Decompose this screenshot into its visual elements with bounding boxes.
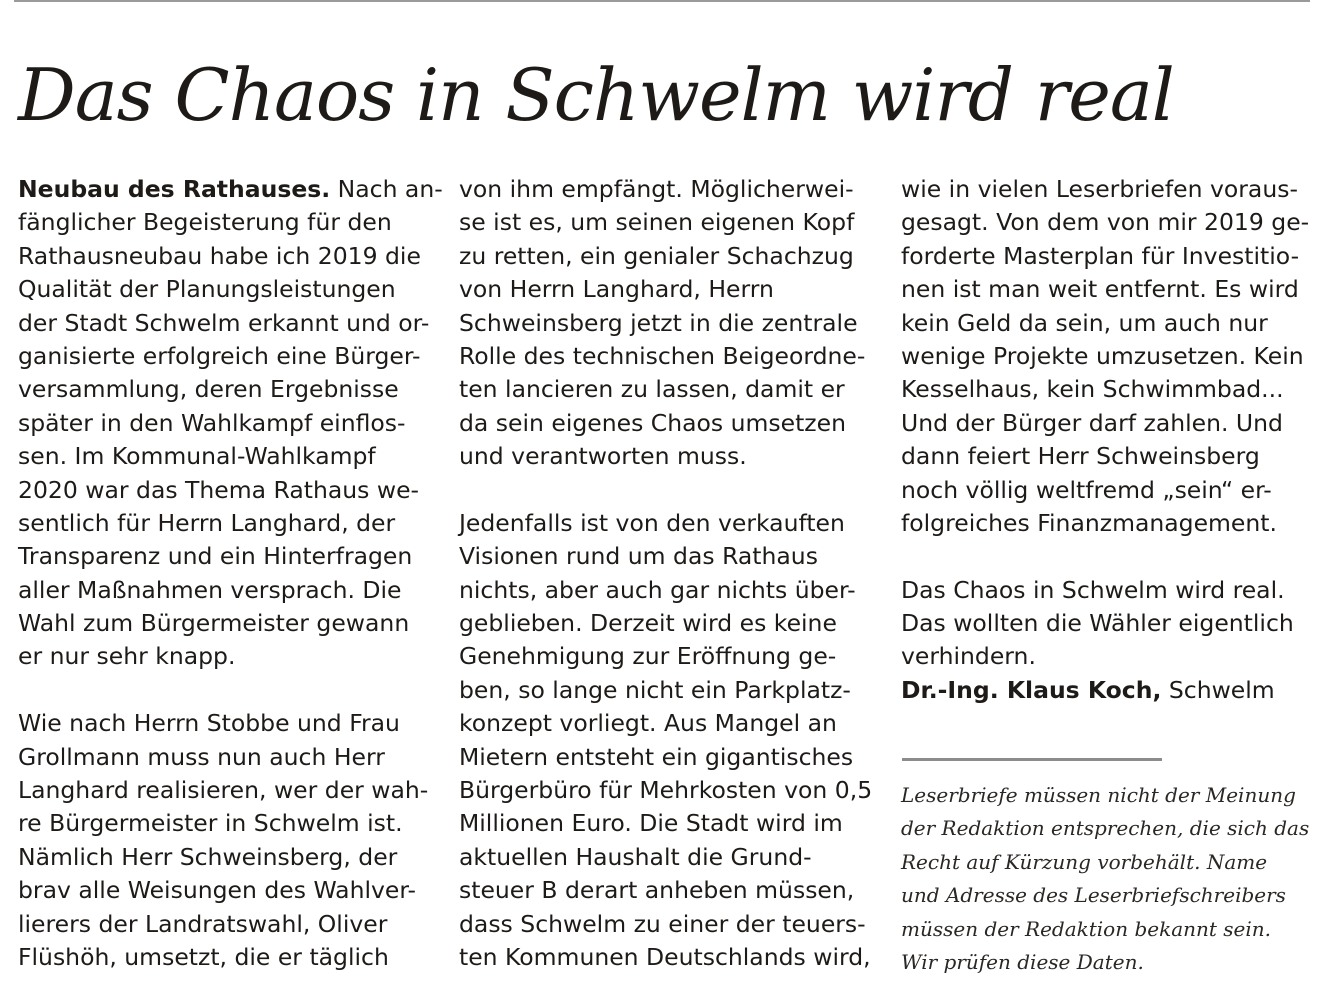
text-line: steuer B derart anheben müssen,	[459, 876, 855, 905]
text-line: sentlich für Herrn Langhard, der	[18, 508, 396, 537]
paragraph-gap	[901, 540, 1311, 573]
text-line: er nur sehr knapp.	[18, 642, 236, 671]
text-line: Transparenz und ein Hinterfragen	[18, 542, 413, 571]
text-line: Das wollten die Wähler eigentlich	[901, 609, 1294, 638]
text-line: später in den Wahlkampf einflos-	[18, 408, 406, 437]
author-signature	[901, 674, 1311, 707]
text-line: ten Kommunen Deutschlands wird,	[459, 942, 871, 971]
text-line: Qualität der Planungsleistungen	[18, 275, 396, 304]
text-line: konzept vorliegt. Aus Mangel an	[459, 709, 837, 738]
text-line: Das Chaos in Schwelm wird real.	[901, 575, 1285, 604]
text-line: Jedenfalls ist von den verkauften	[459, 508, 845, 537]
text-line: Mietern entsteht ein gigantisches	[459, 742, 854, 771]
text-line: aktuellen Haushalt die Grund-	[459, 842, 812, 871]
text-line: lierers der Landratswahl, Oliver	[18, 909, 388, 938]
article-column-3	[901, 173, 1311, 707]
text-line: Wie nach Herrn Stobbe und Frau	[18, 709, 400, 738]
text-line: wenige Projekte umzusetzen. Kein	[901, 341, 1304, 370]
disclaimer-line: der Redaktion entsprechen, die sich das	[901, 816, 1310, 841]
text-line: aller Maßnahmen versprach. Die	[18, 575, 402, 604]
text-line: Nämlich Herr Schweinsberg, der	[18, 842, 398, 871]
text-line: dann feiert Herr Schweinsberg	[901, 442, 1260, 471]
author-name: Dr.-Ing. Klaus Koch,	[901, 675, 1162, 704]
text-line: ganisierte erfolgreich eine Bürger-	[18, 341, 421, 370]
disclaimer-line: und Adresse des Leserbriefschreibers	[901, 883, 1286, 908]
text-line: geblieben. Derzeit wird es keine	[459, 609, 837, 638]
text-line: kein Geld da sein, um auch nur	[901, 308, 1268, 337]
text-line: Flüshöh, umsetzt, die er täglich	[18, 942, 389, 971]
text-line: Millionen Euro. Die Stadt wird im	[459, 809, 843, 838]
text-line: Und der Bürger darf zahlen. Und	[901, 408, 1283, 437]
text-line: gesagt. Von dem von mir 2019 ge-	[901, 208, 1310, 237]
text-line: dass Schwelm zu einer der teuers-	[459, 909, 866, 938]
paragraph-gap	[18, 674, 428, 707]
text-line: Visionen rund um das Rathaus	[459, 542, 818, 571]
text-line: Genehmigung zur Eröffnung ge-	[459, 642, 837, 671]
disclaimer-line: Wir prüfen diese Daten.	[901, 949, 1144, 974]
headline: Das Chaos in Schwelm wird real	[18, 53, 1174, 137]
text-line: noch völlig weltfremd „sein“ er-	[901, 475, 1272, 504]
text-line: folgreiches Finanzmanagement.	[901, 508, 1277, 537]
text-line: nichts, aber auch gar nichts über-	[459, 575, 856, 604]
text-line: Rathausneubau habe ich 2019 die	[18, 241, 421, 270]
top-rule	[14, 0, 1310, 2]
article-column-1	[18, 173, 443, 974]
text-line: von ihm empfängt. Möglicherwei-	[459, 175, 854, 203]
text-line: wie in vielen Leserbriefen voraus-	[901, 175, 1298, 203]
text-line: sen. Im Kommunal-Wahlkampf	[18, 442, 376, 471]
text-line: zu retten, ein genialer Schachzug	[459, 241, 854, 270]
text-line: der Stadt Schwelm erkannt und or-	[18, 308, 430, 337]
text-line: Langhard realisieren, wer der wah-	[18, 776, 429, 805]
text-line: brav alle Weisungen des Wahlver-	[18, 876, 417, 905]
text-line: Neubau des Rathauses. Nach an-	[18, 175, 443, 203]
text-line: fänglicher Begeisterung für den	[18, 208, 392, 237]
text-line: ben, so lange nicht ein Parkplatz-	[459, 675, 851, 704]
text-line: Grollmann muss nun auch Herr	[18, 742, 385, 771]
text-line: versammlung, deren Ergebnisse	[18, 375, 399, 404]
text-line: und verantworten muss.	[459, 442, 747, 471]
text-line: 2020 war das Thema Rathaus we-	[18, 475, 420, 504]
text-line: da sein eigenes Chaos umsetzen	[459, 408, 846, 437]
text-line: ten lancieren zu lassen, damit er	[459, 375, 845, 404]
disclaimer-line: müssen der Redaktion bekannt sein.	[901, 916, 1272, 941]
lead-in: Neubau des Rathauses.	[18, 175, 331, 203]
article-column-2	[459, 173, 879, 974]
text-line: forderte Masterplan für Investitio-	[901, 241, 1300, 270]
text-line: von Herrn Langhard, Herrn	[459, 275, 774, 304]
text-line: Wahl zum Bürgermeister gewann	[18, 609, 410, 638]
author-city: Schwelm	[1161, 675, 1275, 704]
disclaimer-line: Leserbriefe müssen nicht der Meinung	[901, 783, 1296, 807]
disclaimer-line: Recht auf Kürzung vorbehält. Name	[901, 849, 1268, 874]
disclaimer-divider	[902, 758, 1162, 761]
text-line: Rolle des technischen Beigeordne-	[459, 341, 866, 370]
text-line: Bürgerbüro für Mehrkosten von 0,5	[459, 776, 873, 805]
disclaimer-note	[901, 779, 1311, 979]
text-line: Schweinsberg jetzt in die zentrale	[459, 308, 858, 337]
text-line: nen ist man weit entfernt. Es wird	[901, 275, 1299, 304]
text-line: se ist es, um seinen eigenen Kopf	[459, 208, 855, 237]
paragraph-gap	[459, 474, 879, 507]
text-line: re Bürgermeister in Schwelm ist.	[18, 809, 403, 838]
text-line: verhindern.	[901, 642, 1036, 671]
text-line: Kesselhaus, kein Schwimmbad...	[901, 375, 1284, 404]
